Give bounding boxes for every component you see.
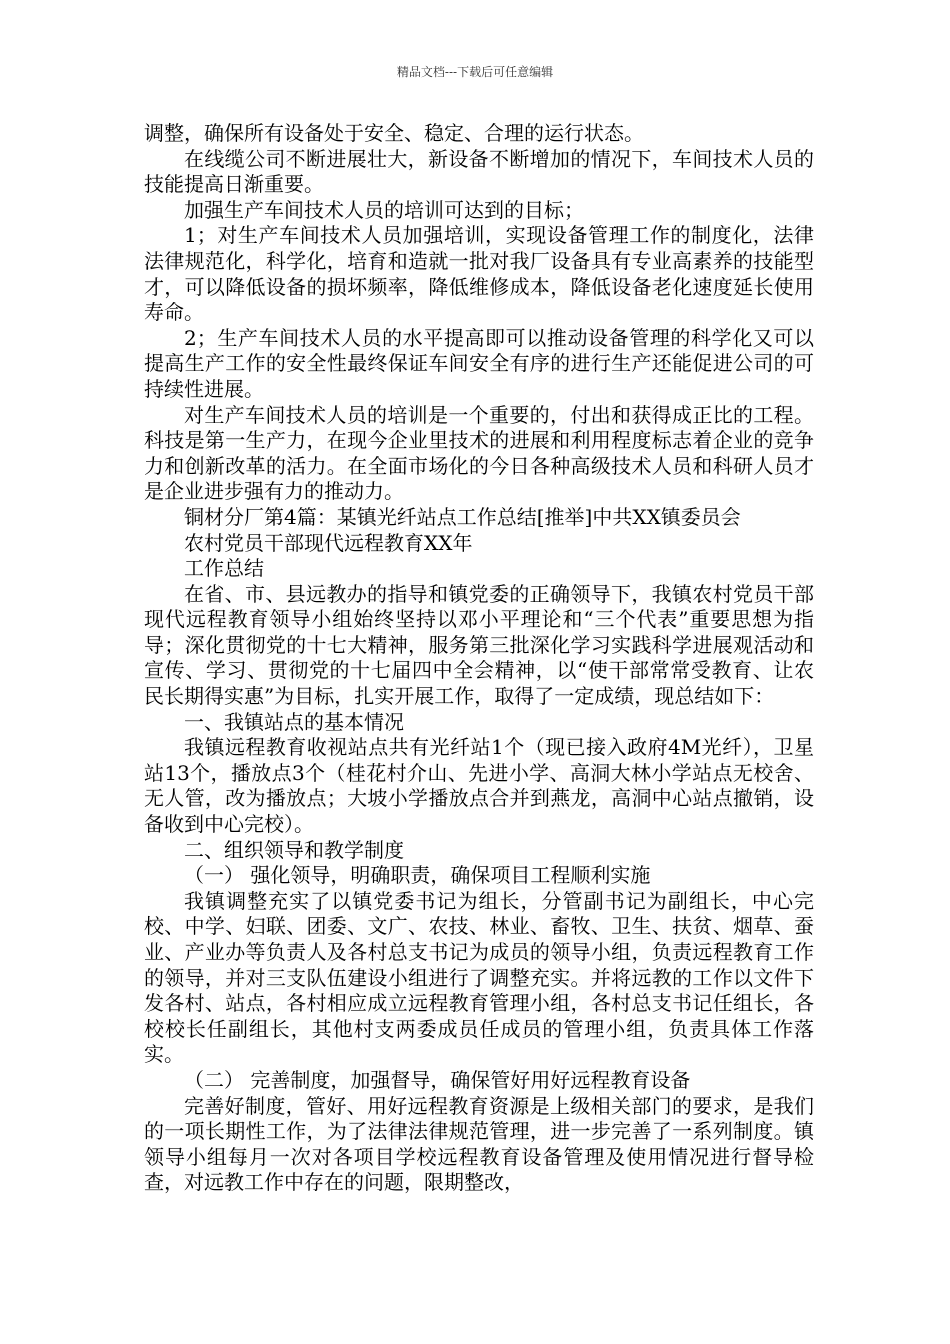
paragraph: 对生产车间技术人员的培训是一个重要的，付出和获得成正比的工程。科技是第一生产力，在现今企业里技术的进展和利用程度标志着企业的竞争力和创新改革的活力。在全面市场化的今日各种高级技术人员和科研人员才是企业进步强有力的推动力。 [144, 402, 814, 504]
paragraph: 1；对生产车间技术人员加强培训，实现设备管理工作的制度化，法律法律规范化，科学化，培育和造就一批对我厂设备具有专业高素养的技能型才，可以降低设备的损坏频率，降低维修成本，降低设备老化速度延长使用寿命。 [144, 223, 814, 325]
paragraph: 我镇远程教育收视站点共有光纤站1个（现已接入政府4M光纤），卫星站13个，播放点3个（桂花村介山、先进小学、高洞大林小学站点无校舍、无人管，改为播放点；大坡小学播放点合并到燕龙，高洞中心站点撤销，设备收到中心完校）。 [144, 735, 814, 837]
page-header: 精品文档---下载后可任意编辑 [396, 65, 554, 79]
document-body [144, 121, 814, 1196]
report-title: 农村党员干部现代远程教育XX年 [184, 530, 473, 555]
paragraph: 我镇调整充实了以镇党委书记为组长，分管副书记为副组长，中心完校、中学、妇联、团委、文广、农技、林业、畜牧、卫生、扶贫、烟草、蚕业、产业办等负责人及各村总支书记为成员的领导小组，负责远程教育工作的领导，并对三支队伍建设小组进行了调整充实。并将远教的工作以文件下发各村、站点，各村相应成立远程教育管理小组，各村总支书记任组长，各校校长任副组长，其他村支两委成员任成员的管理小组，负责具体工作落实。 [144, 888, 814, 1067]
section-heading: 二、组织领导和教学制度 [184, 837, 404, 862]
paragraph: 调整，确保所有设备处于安全、稳定、合理的运行状态。 [144, 121, 644, 145]
report-subtitle: 工作总结 [184, 556, 264, 581]
paragraph: 加强生产车间技术人员的培训可达到的目标； [184, 197, 584, 222]
section-heading: 铜材分厂第4篇：某镇光纤站点工作总结[推举]中共XX镇委员会 [184, 504, 741, 529]
paragraph: 在线缆公司不断进展壮大，新设备不断增加的情况下，车间技术人员的技能提高日渐重要。 [144, 146, 814, 197]
subsection-heading: （一） 强化领导，明确职责，确保项目工程顺利实施 [184, 863, 651, 888]
section-heading: 一、我镇站点的基本情况 [184, 709, 404, 734]
paragraph: 完善好制度，管好、用好远程教育资源是上级相关部门的要求，是我们的一项长期性工作，为了法律法律规范管理，进一步完善了一系列制度。镇领导小组每月一次对各项目学校远程教育设备管理及使用情况进行督导检查，对远教工作中存在的问题，限期整改， [144, 1093, 814, 1195]
subsection-heading: （二） 完善制度，加强督导，确保管好用好远程教育设备 [184, 1067, 691, 1092]
paragraph: 2；生产车间技术人员的水平提高即可以推动设备管理的科学化又可以提高生产工作的安全性最终保证车间安全有序的进行生产还能促进公司的可持续性进展。 [144, 325, 814, 401]
paragraph: 在省、市、县远教办的指导和镇党委的正确领导下，我镇农村党员干部现代远程教育领导小组始终坚持以邓小平理论和“三个代表”重要思想为指导；深化贯彻党的十七大精神，服务第三批深化学习实践科学进展观活动和宣传、学习、贯彻党的十七届四中全会精神，以“使干部常常受教育、让农民长期得实惠”为目标，扎实开展工作，取得了一定成绩，现总结如下： [144, 581, 814, 709]
